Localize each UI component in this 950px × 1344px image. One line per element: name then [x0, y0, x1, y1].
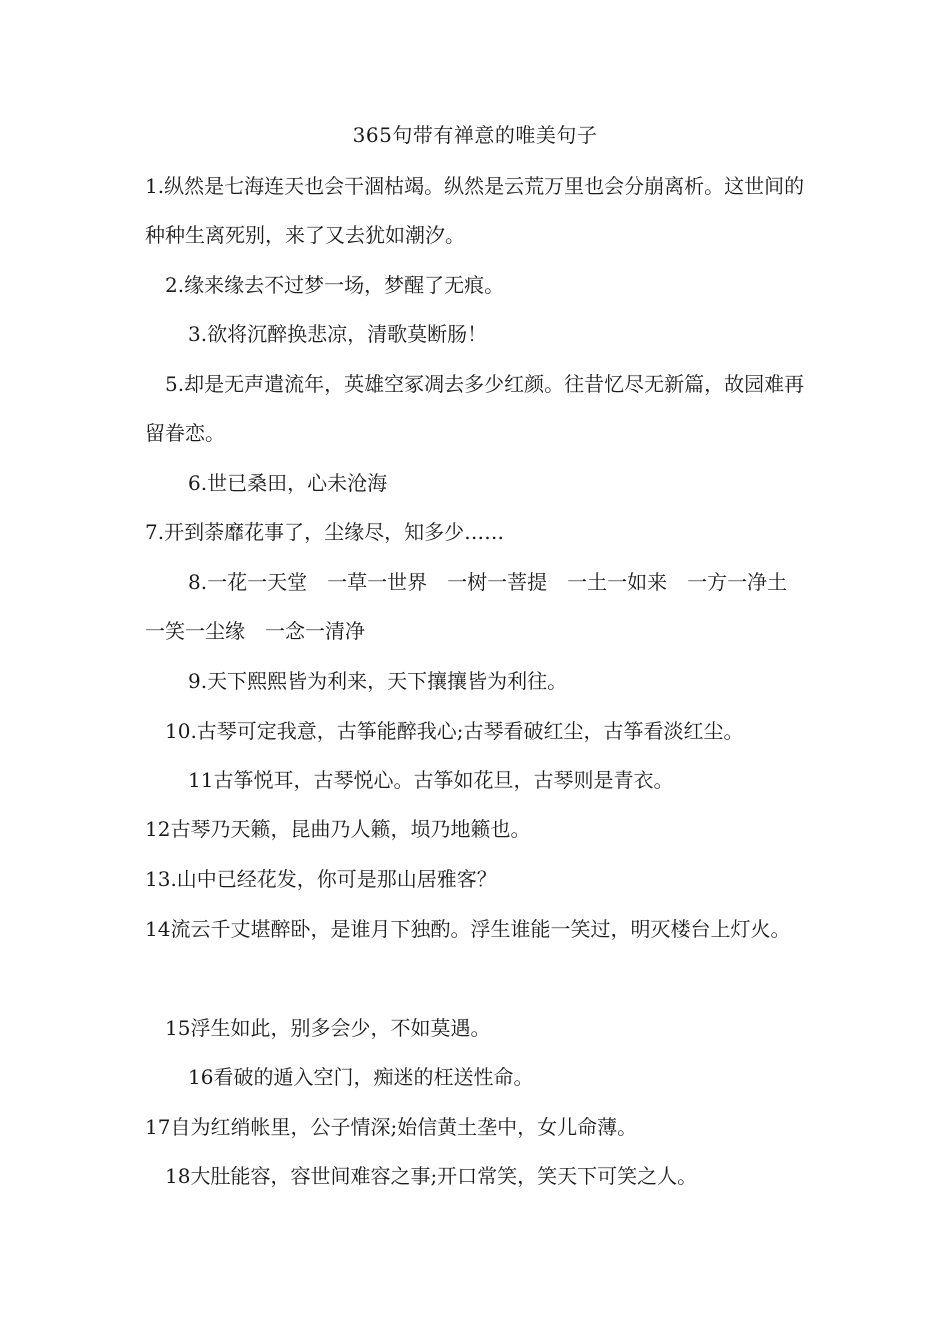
paragraph-3: 3.欲将沉醉换悲凉，清歌莫断肠！ — [188, 322, 488, 346]
paragraph-15: 15浮生如此，别多会少，不如莫遇。 — [165, 1016, 491, 1040]
paragraph-6: 6.世已桑田，心未沧海 — [188, 471, 388, 495]
paragraph-9: 9.天下熙熙皆为利来，天下攘攘皆为利往。 — [188, 669, 568, 693]
paragraph-18: 18大肚能容，容世间难容之事;开口常笑，笑天下可笑之人。 — [165, 1164, 698, 1188]
paragraph-7: 7.开到荼靡花事了，尘缘尽，知多少…… — [145, 520, 505, 544]
paragraph-12: 12古琴乃天籁，昆曲乃人籁，埙乃地籁也。 — [145, 817, 531, 841]
paragraph-1: 1.纵然是七海连天也会干涸枯竭。纵然是云荒万里也会分崩离析。这世间的种种生离死别，来了又去犹如潮汐。 — [145, 174, 805, 247]
paragraph-11: 11古筝悦耳，古琴悦心。古筝如花旦，古琴则是青衣。 — [188, 768, 674, 792]
paragraph-8: 8.一花一天堂 一草一世界 一树一菩提 一土一如来 一方一净土 一笑一尘缘 一念一清净 — [145, 570, 808, 643]
paragraph-2: 2.缘来缘去不过梦一场，梦醒了无痕。 — [165, 273, 505, 297]
paragraph-17: 17自为红绡帐里，公子情深;始信黄土垄中，女儿命薄。 — [145, 1115, 638, 1139]
paragraph-13: 13.山中已经花发，你可是那山居雅客？ — [145, 867, 497, 891]
paragraph-14: 14流云千丈堪醉卧，是谁月下独酌。浮生谁能一笑过，明灭楼台上灯火。 — [145, 917, 791, 941]
paragraph-5: 5.却是无声遣流年，英雄空冢凋去多少红颜。往昔忆尽无新篇，故园难再留眷恋。 — [145, 372, 805, 445]
paragraph-10: 10.古琴可定我意，古筝能醉我心;古琴看破红尘，古筝看淡红尘。 — [165, 719, 744, 743]
document-title: 365句带有禅意的唯美句子 — [352, 123, 598, 147]
paragraph-16: 16看破的遁入空门，痴迷的枉送性命。 — [188, 1065, 534, 1089]
